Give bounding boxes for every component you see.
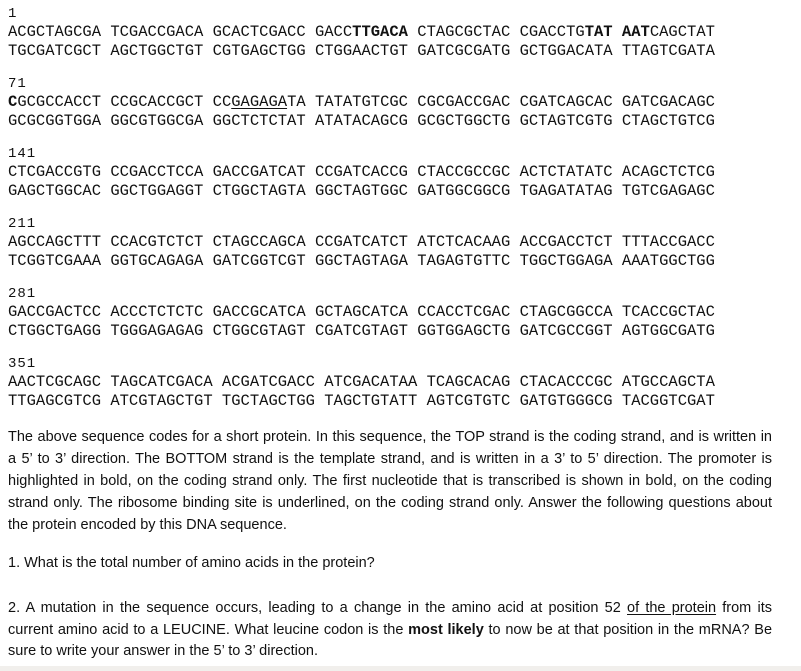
row-position-label: 281 [8, 286, 37, 302]
sequence-row [8, 6, 791, 61]
sequence-row [8, 286, 791, 341]
template-strand: TCGGTCGAAA GGTGCAGAGA GATCGGTCGT GGCTAGTAGA TAGAGTGTTC TGGCTGGAGA AAATGGCTGG [8, 252, 715, 270]
text-segment: TA TATATGTCGC CGCGACCGAC CGATCAGCAC GATCGACAGC [287, 93, 715, 111]
text-segment: TTGACA [352, 23, 408, 41]
sequence-row [8, 76, 791, 131]
template-strand: TTGAGCGTCG ATCGTAGCTGT TGCTAGCTGG TAGCTGTATT AGTCGTGTC GATGTGGGCG TACGGTCGAT [8, 392, 715, 410]
coding-strand [8, 163, 791, 182]
text-segment: 1. What is the total number of amino acids in the protein? [8, 555, 375, 571]
text-segment: GACCGACTCC ACCCTCTCTC GACCGCATCA GCTAGCATCA CCACCTCGAC CTAGCGGCCA TCACCGCTAC [8, 303, 715, 321]
row-position-label: 141 [8, 146, 37, 162]
text-segment: C [8, 93, 18, 111]
question-1 [8, 552, 772, 574]
question-2 [8, 598, 772, 663]
text-segment: TAT AAT [584, 23, 650, 41]
coding-strand [8, 373, 791, 392]
text-segment: most likely [408, 621, 484, 638]
row-position-label: 71 [8, 76, 27, 92]
text-segment: CTCGACCGTG CCGACCTCCA GACCGATCAT CCGATCACCG CTACCGCCGC ACTCTATATC ACAGCTCTCG [8, 163, 715, 181]
coding-strand [8, 23, 791, 42]
description-paragraph: The above sequence codes for a short protein. In this sequence, the TOP strand is the coding strand, and is written in a 5’ to 3’ direction. The BOTTOM strand is the template strand, and is written in a 3’ to 5’ direction. The promoter is highlighted in bold, on the coding strand only. The first nucleotide that is transcribed is shown in bold, on the coding strand only. The ribosome binding site is underlined, on the coding strand only. Answer the following questions about the protein encoded by this DNA sequence. [8, 429, 772, 533]
text-segment: AACTCGCAGC TAGCATCGACA ACGATCGACC ATCGACATAA TCAGCACAG CTACACCCGC ATGCCAGCTA [8, 373, 715, 391]
sequence-row [8, 146, 791, 201]
row-position-label: 1 [8, 6, 18, 22]
template-strand: GCGCGGTGGA GGCGTGGCGA GGCTCTCTAT ATATACAGCG GCGCTGGCTG GCTAGTCGTG CTAGCTGTCG [8, 112, 715, 130]
template-strand: GAGCTGGCAC GGCTGGAGGT CTGGCTAGTA GGCTAGTGGC GATGGCGGCG TGAGATATAG TGTCGAGAGC [8, 182, 715, 200]
coding-strand [8, 93, 791, 112]
text-segment: GCGCCACCT CCGCACCGCT CC [17, 93, 232, 111]
text-segment: 2. A mutation in the sequence occurs, leading to a change in the amino acid at position 52 [8, 600, 628, 616]
sequence-section [8, 6, 791, 411]
sequence-row [8, 356, 791, 411]
text-segment: CTAGCGCTAC CGACCTG [407, 23, 585, 41]
text-segment: GAGAGA [231, 93, 288, 111]
text-segment: AGCCAGCTTT CCACGTCTCT CTAGCCAGCA CCGATCATCT ATCTCACAAG ACCGACCTCT TTTACCGACC [8, 233, 715, 251]
text-segment: CAGCTAT [649, 23, 715, 41]
coding-strand [8, 303, 791, 322]
sequence-row [8, 216, 791, 271]
text-segment: of the protein [627, 600, 717, 616]
text-segment: to now be at that position in the mRNA? Be sure to write your answer in the 5’ to 3’ direction. [8, 621, 773, 659]
text-segment: ACGCTAGCGA TCGACCGACA GCACTCGACC GACC [8, 23, 353, 41]
template-strand: CTGGCTGAGG TGGGAGAGAG CTGGCGTAGT CGATCGTAGT GGTGGAGCTG GATCGCCGGT AGTGGCGATG [8, 322, 715, 340]
template-strand: TGCGATCGCT AGCTGGCTGT CGTGAGCTGG CTGGAACTGT GATCGCGATG GCTGGACATA TTAGTCGATA [8, 42, 715, 60]
text-segment: from its current amino acid to a LEUCINE. What leucine codon is the [8, 600, 772, 638]
coding-strand [8, 233, 791, 252]
page-bottom-edge [0, 666, 801, 671]
row-position-label: 351 [8, 356, 37, 372]
row-position-label: 211 [8, 216, 37, 232]
